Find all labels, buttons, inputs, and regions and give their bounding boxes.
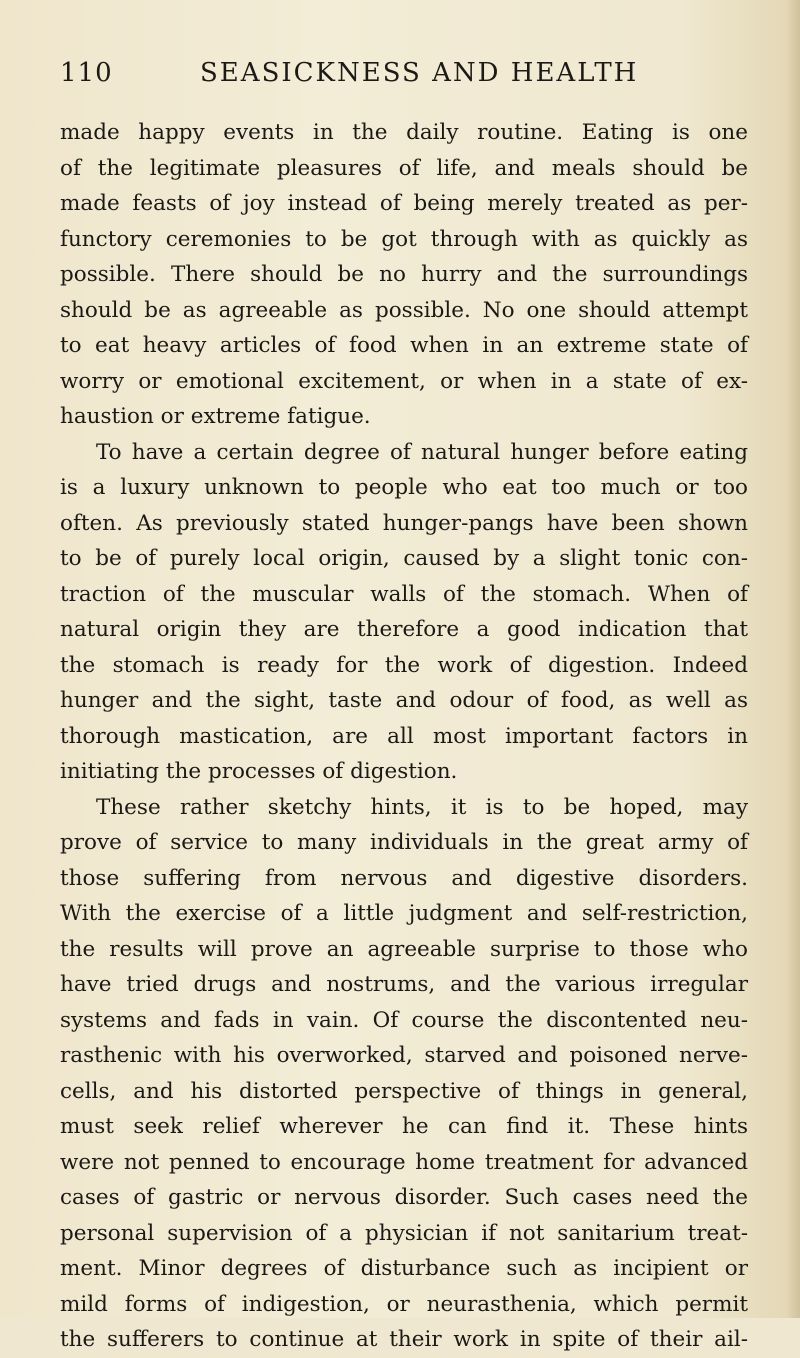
text-line: possible. There should be no hurry and the surroundings <box>60 262 748 287</box>
text-line: rasthenic with his overworked, starved and poisoned nerve- <box>60 1043 748 1068</box>
text-line: made happy events in the daily routine. Eating is one <box>60 120 748 145</box>
text-line: often. As previously stated hunger-pangs have been shown <box>60 510 748 536</box>
text-line: prove of service to many individuals in the great army of <box>60 830 748 855</box>
text-line: haustion or extreme fatigue. <box>60 404 371 429</box>
text-line: natural origin they are therefore a good indication that <box>60 617 748 642</box>
text-line: must seek relief wherever he can find it. These hints <box>60 1114 748 1139</box>
text-line: is a luxury unknown to people who eat too much or too <box>60 475 748 500</box>
text-line: hunger and the sight, taste and odour of food, as well as <box>60 688 748 713</box>
running-head: SEASICKNESS AND HEALTH <box>200 58 639 88</box>
text-line: cells, and his distorted perspective of things in general, <box>60 1078 748 1104</box>
text-line: those suffering from nervous and digestive disorders. <box>60 865 748 891</box>
text-line: traction of the muscular walls of the stomach. When of <box>60 581 748 607</box>
text-line: to eat heavy articles of food when in an extreme state of <box>60 333 748 358</box>
text-line: were not penned to encourage home treatment for advanced <box>60 1149 748 1175</box>
page-header <box>60 58 740 98</box>
text-line: of the legitimate pleasures of life, and meals should be <box>60 155 748 181</box>
text-line: the results will prove an agreeable surprise to those who <box>60 936 748 962</box>
text-line: functory ceremonies to be got through with as quickly as <box>60 226 748 252</box>
text-line: worry or emotional excitement, or when in a state of ex- <box>60 368 748 394</box>
text-line: thorough mastication, are all most important factors in <box>60 723 748 749</box>
page-number: 110 <box>60 58 113 88</box>
text-line: mild forms of indigestion, or neurasthenia, which permit <box>60 1291 748 1317</box>
text-line: ment. Minor degrees of disturbance such as incipient or <box>60 1256 748 1281</box>
page-edge-shadow <box>786 0 800 1318</box>
body-text <box>60 115 748 1358</box>
text-line: initiating the processes of digestion. <box>60 759 458 784</box>
text-line: should be as agreeable as possible. No one should attempt <box>60 297 748 323</box>
text-line: With the exercise of a little judgment and self-restriction, <box>60 901 748 926</box>
text-line: systems and fads in vain. Of course the discontented neu- <box>60 1007 748 1033</box>
text-line: the sufferers to continue at their work in spite of their ail- <box>60 1327 748 1352</box>
text-line: the stomach is ready for the work of digestion. Indeed <box>60 652 748 678</box>
text-line: have tried drugs and nostrums, and the various irregular <box>60 972 748 997</box>
paragraph-first-line: To have a certain degree of natural hunger before eating <box>96 439 748 465</box>
text-line: made feasts of joy instead of being merely treated as per- <box>60 191 748 216</box>
text-line: cases of gastric or nervous disorder. Such cases need the <box>60 1185 748 1210</box>
text-line: to be of purely local origin, caused by a slight tonic con- <box>60 546 748 571</box>
text-line: personal supervision of a physician if not sanitarium treat- <box>60 1220 748 1246</box>
paragraph-first-line: These rather sketchy hints, it is to be hoped, may <box>96 794 748 820</box>
